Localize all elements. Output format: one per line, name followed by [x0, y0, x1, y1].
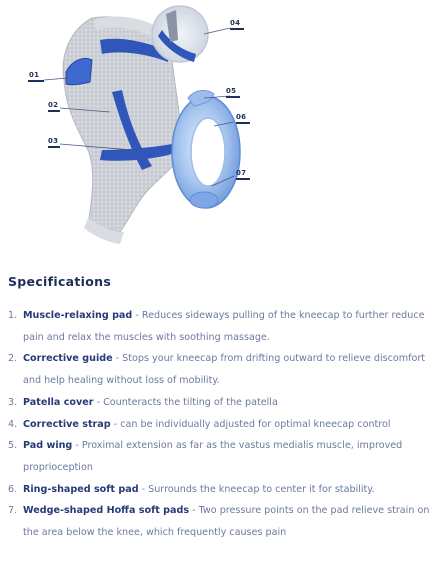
spec-number: 6.: [8, 483, 18, 495]
knee-brace-figure: [0, 0, 442, 258]
spec-description: - Counteracts the tilting of the patella: [93, 396, 278, 408]
spec-text: [23, 479, 438, 501]
spec-text: [23, 414, 438, 436]
specifications-list: [8, 305, 438, 544]
hoffa-pad: [190, 192, 218, 208]
spec-item: [8, 348, 438, 391]
patella-ring-inner: [191, 118, 225, 186]
spec-name: Ring-shaped soft pad: [23, 483, 139, 495]
spec-description: - Proximal extension as far as the vastus medialis muscle, improved proprioception: [23, 440, 403, 473]
specifications-heading: Specifications: [8, 274, 112, 289]
callout-04: 04: [230, 19, 241, 27]
spec-item: [8, 500, 438, 543]
spec-description: - Two pressure points on the pad relieve strain on the area below the knee, which frequently causes pain: [23, 505, 430, 539]
callout-05: 05: [226, 87, 237, 95]
spec-item: [8, 435, 438, 478]
spec-description: - Stops your kneecap from drifting outward to relieve discomfort and help healing without loss of mobility.: [23, 353, 426, 387]
knee-brace-illustration: [0, 0, 442, 258]
spec-name: Patella cover: [23, 396, 94, 408]
spec-number: 4.: [8, 418, 18, 430]
spec-number: 2.: [8, 353, 18, 365]
spec-name: Muscle-relaxing pad: [23, 310, 133, 321]
spec-name: Corrective guide: [23, 353, 113, 365]
spec-text: [23, 348, 438, 391]
spec-number: 1.: [8, 310, 18, 321]
spec-text: [23, 305, 438, 348]
callout-06: 06: [236, 113, 247, 121]
spec-item: [8, 305, 438, 348]
spec-text: [23, 500, 438, 543]
spec-number: 5.: [8, 440, 18, 452]
spec-text: [23, 392, 438, 414]
spec-item: [8, 414, 438, 436]
callout-02: 02: [48, 101, 59, 109]
spec-name: Corrective strap: [23, 418, 111, 430]
spec-number: 3.: [8, 396, 18, 408]
spec-description: - Reduces sideways pulling of the kneecap to further reduce pain and relax the muscles with soothing massage.: [23, 310, 425, 343]
spec-text: [23, 435, 438, 478]
spec-item: [8, 479, 438, 501]
spec-name: Pad wing: [23, 440, 73, 452]
callout-07: 07: [236, 169, 247, 177]
callout-01: 01: [29, 71, 40, 79]
spec-description: - can be individually adjusted for optimal kneecap control: [110, 418, 391, 430]
spec-description: - Surrounds the kneecap to center it for stability.: [138, 483, 375, 495]
spec-item: [8, 392, 438, 414]
spec-name: Wedge-shaped Hoffa soft pads: [23, 505, 190, 517]
spec-number: 7.: [8, 505, 18, 517]
callout-03: 03: [48, 137, 59, 145]
